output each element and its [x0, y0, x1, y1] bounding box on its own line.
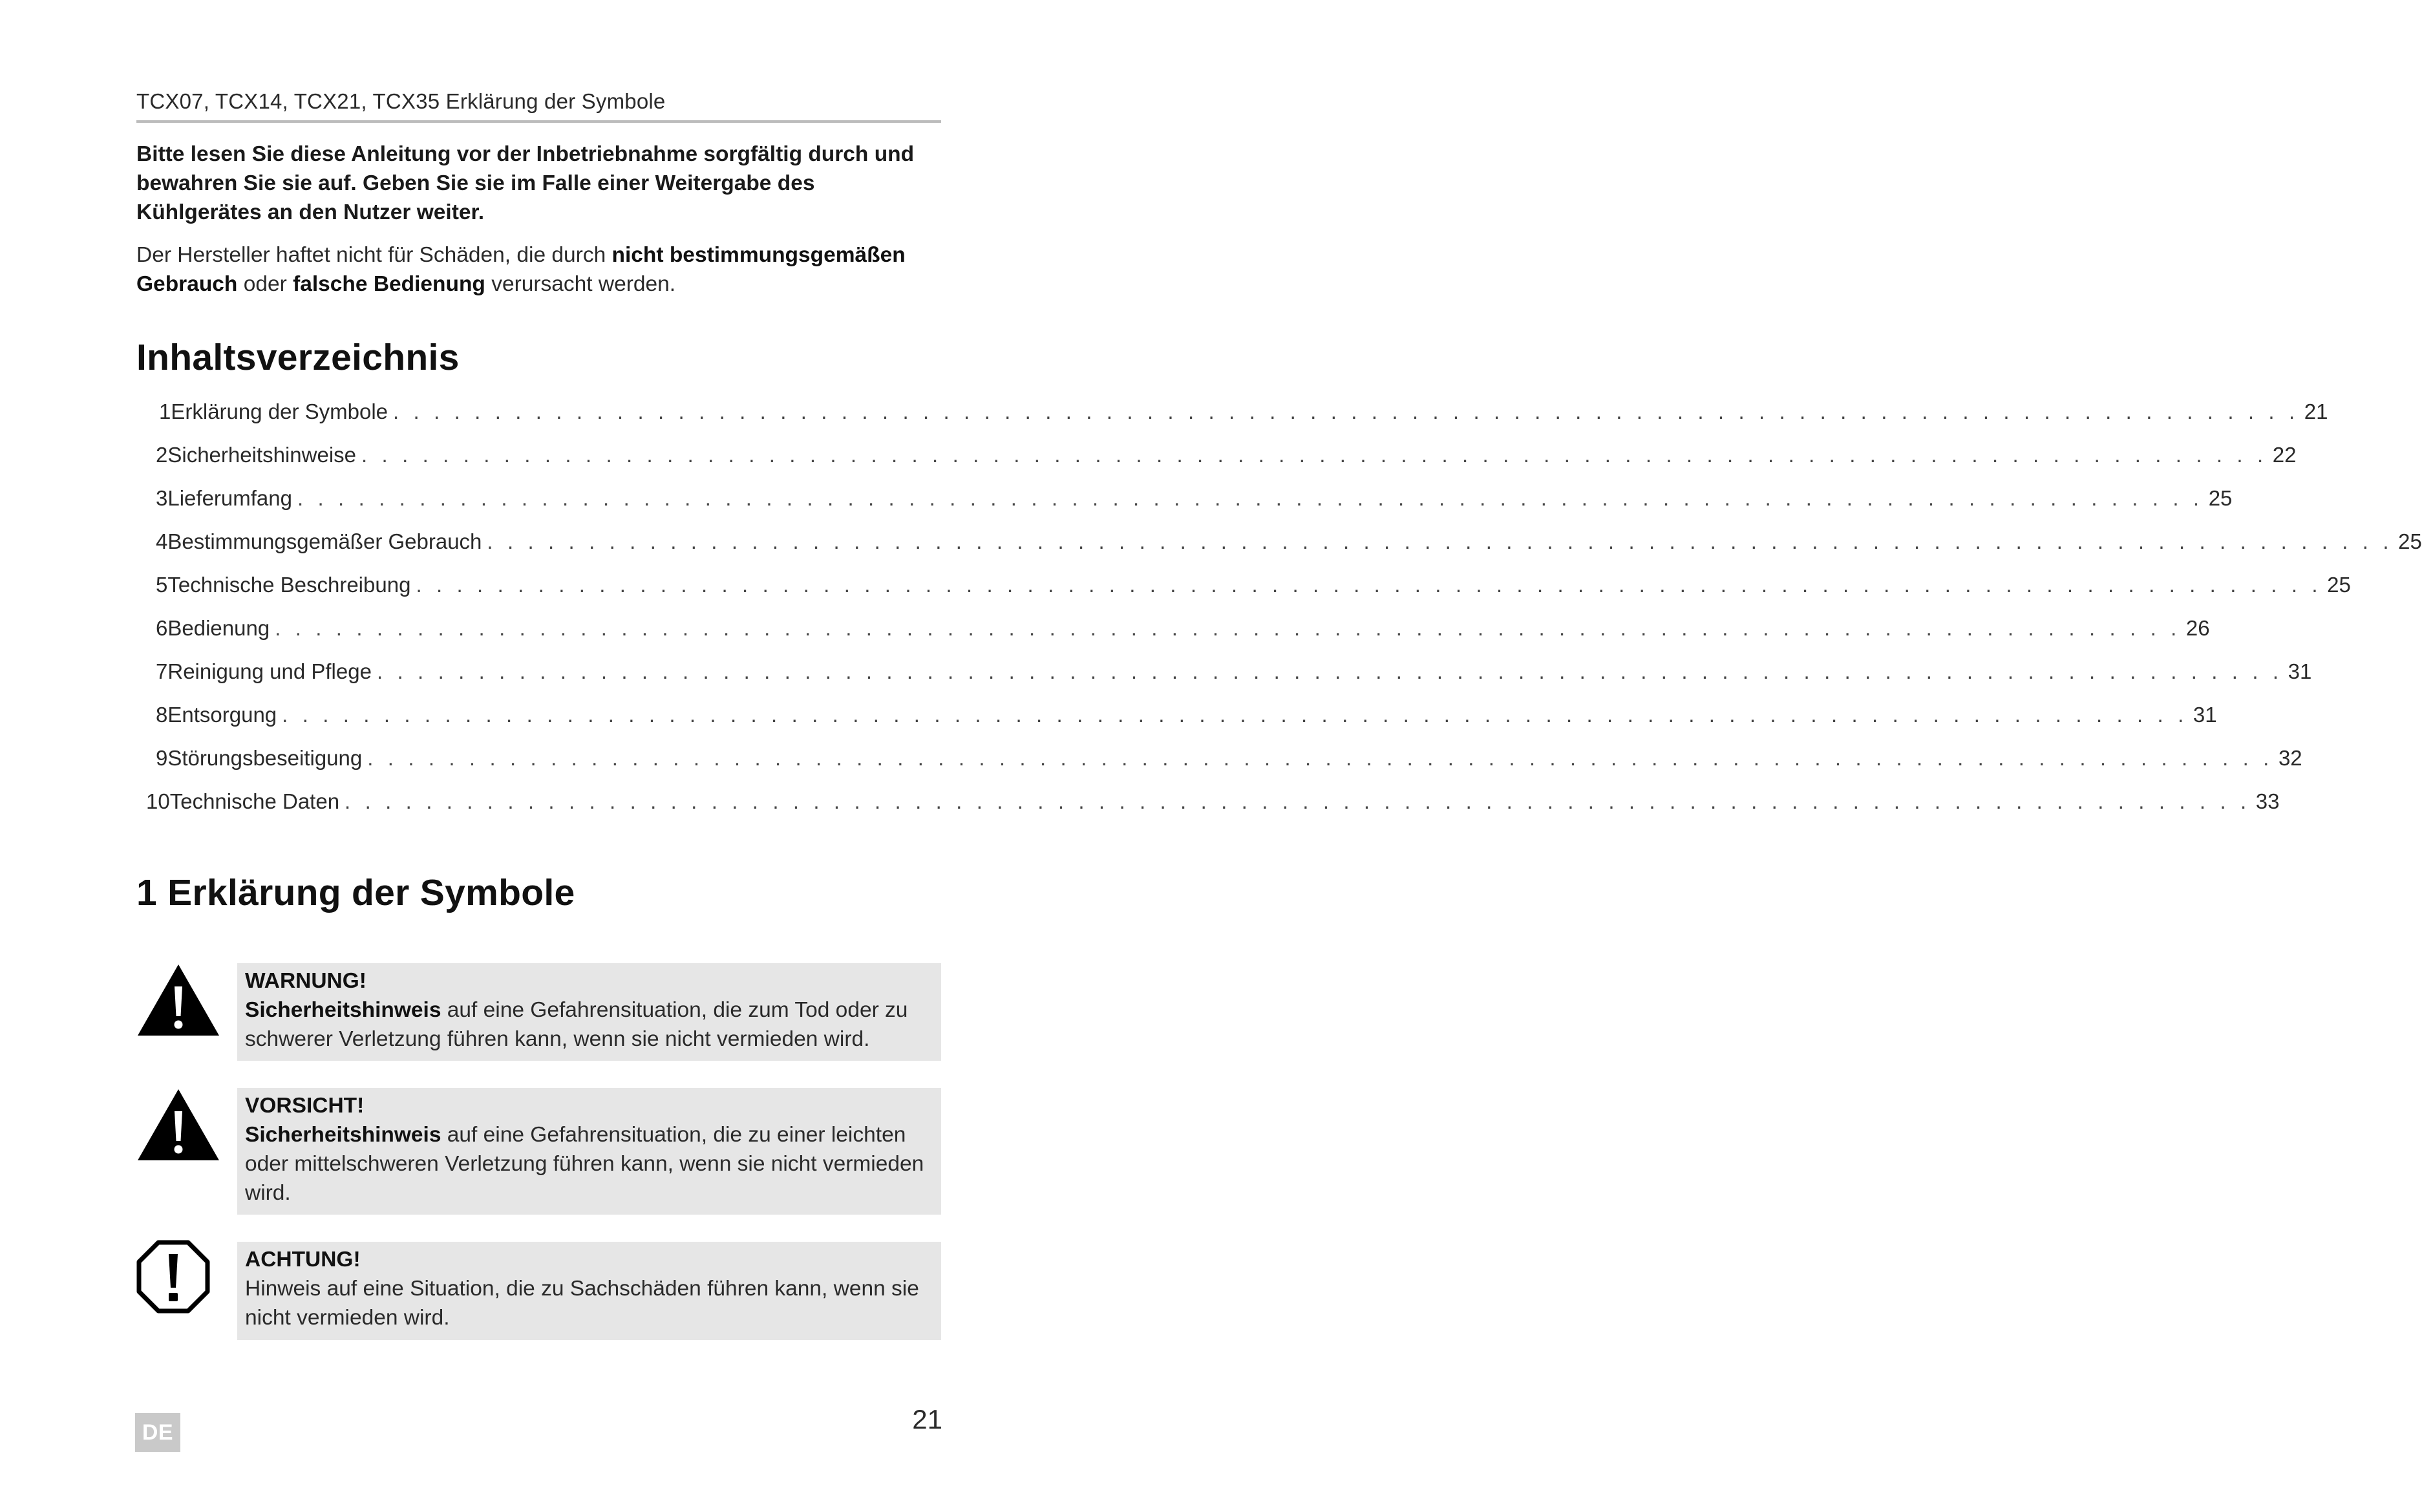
toc-entry-number: 5	[156, 573, 168, 597]
liability-text-1: Der Hersteller haftet nicht für Schäden, die durch	[136, 243, 612, 267]
liability-bold-2: falsche Bedienung	[293, 272, 485, 296]
toc-entry-label: Störungsbeseitigung	[167, 746, 363, 770]
toc-entry-label: Reinigung und Pflege	[167, 659, 372, 683]
toc-leader-dots: . . . . . . . . . . . . . . . . . . . . . . . . . . . . . . . . . . . . . . . . . . . . . . . . . . . . . . . . . . . . . . . . . . . . . . . . . . . . . . . . . . . . . . . . . . . . . .	[282, 703, 2188, 727]
caution-triangle-icon	[136, 1088, 220, 1162]
toc-entry-number: 2	[156, 443, 168, 467]
toc-leader-dots: . . . . . . . . . . . . . . . . . . . . . . . . . . . . . . . . . . . . . . . . . . . . . . . . . . . . . . . . . . . . . . . . . . . . . . . . . . . . . . . . . . . . . . . . . . . . . .	[376, 659, 2283, 683]
notice-text	[245, 996, 932, 1054]
liability-bold-1: nicht bestimmungsgemäßen Gebrauch	[136, 243, 906, 296]
toc-entry-label: Lieferumfang	[167, 486, 292, 510]
toc-entry-label: Technische Daten	[169, 789, 340, 813]
running-head: TCX07, TCX14, TCX21, TCX35 Erklärung der Symbole	[136, 89, 666, 113]
toc-entry[interactable]	[156, 746, 2302, 772]
toc-entry[interactable]	[156, 443, 2297, 469]
toc-entry[interactable]	[156, 529, 2422, 555]
notice-body: auf eine Gefahrensituation, die zu einer leichten oder mittelschweren Verletzung führen kann, wenn sie nicht vermieden wird.	[245, 1123, 924, 1205]
toc-leader-dots: . . . . . . . . . . . . . . . . . . . . . . . . . . . . . . . . . . . . . . . . . . . . . . . . . . . . . . . . . . . . . . . . . . . . . . . . . . . . . . . . . . . . . . . . . . . . . .	[487, 529, 2394, 553]
toc-leader-dots: . . . . . . . . . . . . . . . . . . . . . . . . . . . . . . . . . . . . . . . . . . . . . . . . . . . . . . . . . . . . . . . . . . . . . . . . . . . . . . . . . . . . . . . . . . . . . .	[416, 573, 2322, 597]
header-divider	[136, 120, 941, 123]
page-number: 21	[912, 1404, 942, 1434]
section-title: 1 Erklärung der Symbole	[136, 872, 575, 913]
toc-entry-label: Erklärung der Symbole	[171, 399, 388, 423]
toc-entry-number: 1	[159, 399, 171, 423]
toc-title: Inhaltsverzeichnis	[136, 337, 460, 378]
toc-entry-label: Bedienung	[167, 616, 270, 640]
toc-entry-label: Sicherheitshinweise	[167, 443, 357, 467]
toc-leader-dots: . . . . . . . . . . . . . . . . . . . . . . . . . . . . . . . . . . . . . . . . . . . . . . . . . . . . . . . . . . . . . . . . . . . . . . . . . . . . . . . . . . . . . . . . . . . . . .	[345, 789, 2251, 813]
toc-entry-number: 10	[146, 789, 170, 813]
notice-body: Hinweis auf eine Situation, die zu Sachschäden führen kann, wenn sie nicht vermieden wird.	[245, 1277, 919, 1330]
toc-leader-dots: . . . . . . . . . . . . . . . . . . . . . . . . . . . . . . . . . . . . . . . . . . . . . . . . . . . . . . . . . . . . . . . . . . . . . . . . . . . . . . . . . . . . . . . . . . . . . .	[393, 399, 2299, 423]
toc-entry-label: Bestimmungsgemäßer Gebrauch	[167, 529, 482, 553]
warning-notice	[237, 963, 941, 1061]
toc-entry[interactable]	[159, 399, 2328, 425]
toc-entry-page: 31	[2193, 703, 2217, 727]
toc-leader-dots: . . . . . . . . . . . . . . . . . . . . . . . . . . . . . . . . . . . . . . . . . . . . . . . . . . . . . . . . . . . . . . . . . . . . . . . . . . . . . . . . . . . . . . . . . . . . . .	[361, 443, 2268, 467]
notice-title: ACHTUNG!	[245, 1248, 361, 1272]
toc-entry[interactable]	[156, 703, 2217, 729]
caution-notice	[237, 1088, 941, 1215]
toc-entry[interactable]	[156, 616, 2210, 642]
notice-body: auf eine Gefahrensituation, die zum Tod oder zu schwerer Verletzung führen kann, wenn sie nicht vermieden wird.	[245, 998, 908, 1051]
toc-entry-page: 26	[2185, 616, 2210, 640]
attention-notice	[237, 1242, 941, 1340]
toc-entry-page: 25	[2327, 573, 2351, 597]
toc-leader-dots: . . . . . . . . . . . . . . . . . . . . . . . . . . . . . . . . . . . . . . . . . . . . . . . . . . . . . . . . . . . . . . . . . . . . . . . . . . . . . . . . . . . . . . . . . . . . . .	[275, 616, 2181, 640]
notice-title: WARNUNG!	[245, 969, 366, 993]
toc-leader-dots: . . . . . . . . . . . . . . . . . . . . . . . . . . . . . . . . . . . . . . . . . . . . . . . . . . . . . . . . . . . . . . . . . . . . . . . . . . . . . . . . . . . . . . . . . . . . . .	[297, 486, 2204, 510]
attention-octagon-icon	[136, 1240, 210, 1314]
liability-notice	[136, 240, 941, 299]
notice-bold-lead: Sicherheitshinweis	[245, 998, 441, 1022]
toc-entry-page: 22	[2272, 443, 2297, 467]
toc-entry-number: 4	[156, 529, 168, 553]
notice-title: VORSICHT!	[245, 1094, 365, 1118]
toc-entry-page: 32	[2278, 746, 2302, 770]
warning-triangle-icon	[136, 963, 220, 1037]
toc-entry-label: Entsorgung	[167, 703, 277, 727]
toc-entry-page: 33	[2255, 789, 2280, 813]
liability-text-2: oder	[237, 272, 293, 296]
toc-entry-number: 3	[156, 486, 168, 510]
toc-entry[interactable]	[156, 573, 2351, 599]
toc-entry[interactable]	[156, 486, 2233, 512]
toc-entry-number: 7	[156, 659, 168, 683]
toc-entry-number: 6	[156, 616, 168, 640]
notice-bold-lead: Sicherheitshinweis	[245, 1123, 441, 1147]
toc-entry-page: 25	[2208, 486, 2233, 510]
intro-instructions: Bitte lesen Sie diese Anleitung vor der Inbetriebnahme sorgfältig durch und bewahren Sie sie auf. Geben Sie sie im Falle einer Weitergabe des Kühlgerätes an den Nutzer weiter.	[136, 142, 915, 224]
toc-entry-page: 25	[2398, 529, 2422, 553]
toc-entry-number: 9	[156, 746, 168, 770]
toc-entry-number: 8	[156, 703, 168, 727]
toc-entry[interactable]	[146, 789, 2280, 815]
toc-leader-dots: . . . . . . . . . . . . . . . . . . . . . . . . . . . . . . . . . . . . . . . . . . . . . . . . . . . . . . . . . . . . . . . . . . . . . . . . . . . . . . . . . . . . . . . . . . . . . .	[367, 746, 2273, 770]
liability-text-3: verursacht werden.	[485, 272, 676, 296]
toc-entry-page: 21	[2304, 399, 2328, 423]
language-badge: DE	[135, 1413, 180, 1452]
toc-entry-label: Technische Beschreibung	[167, 573, 411, 597]
toc-entry-page: 31	[2288, 659, 2312, 683]
notice-text	[245, 1274, 932, 1332]
notice-text	[245, 1120, 932, 1208]
toc-entry[interactable]	[156, 659, 2312, 685]
